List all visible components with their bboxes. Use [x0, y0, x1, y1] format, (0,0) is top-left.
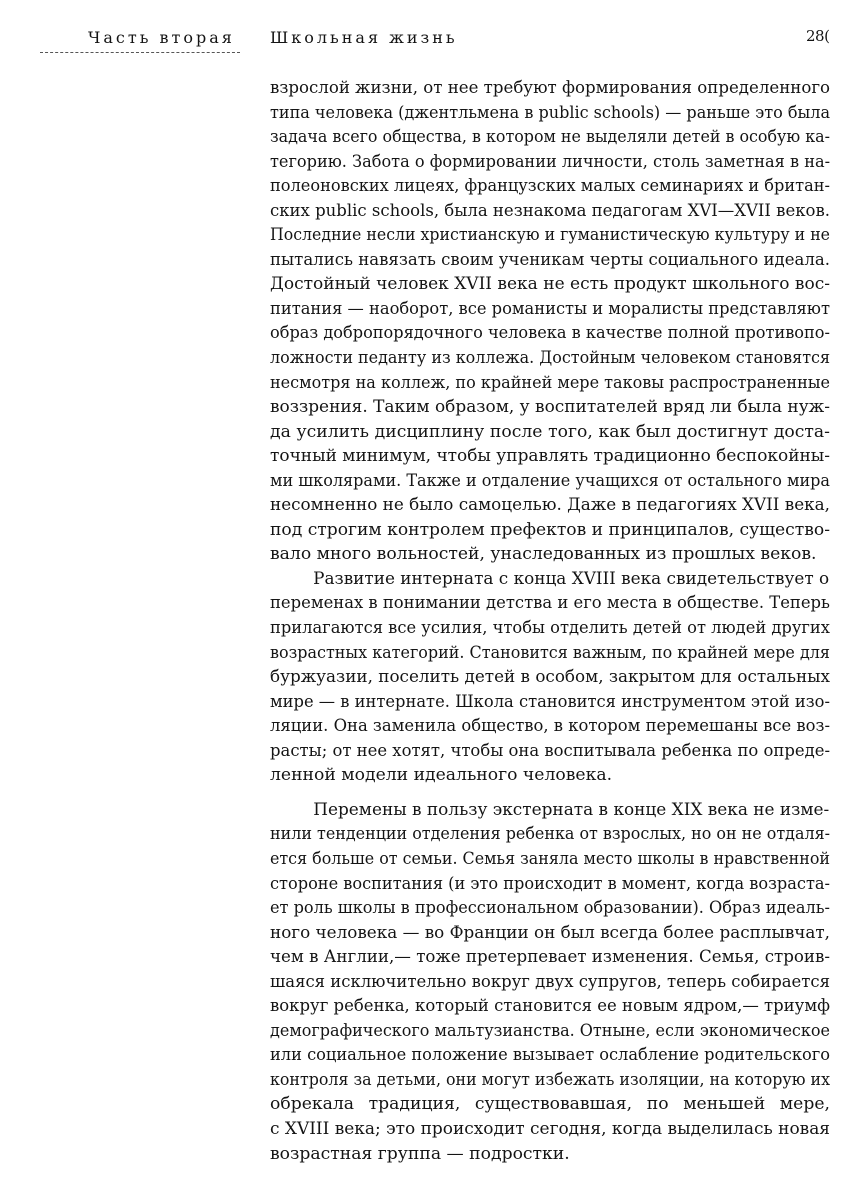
text-line: стороне воспитания (и это происходит в момент, когда возраста- — [270, 873, 830, 894]
text-line: шаяся исключительно вокруг двух супругов, теперь собирается — [270, 971, 830, 992]
text-line: буржуазии, поселить детей в особом, закрытом для остальных — [270, 667, 830, 688]
text-line: образ добропорядочного человека в качестве полной противопо- — [270, 323, 830, 344]
header-rule — [40, 52, 240, 53]
text-line: типа человека (джентльмена в public schools) — раньше это была — [270, 102, 831, 123]
text-line: ного человека — во Франции он был всегда более расплывчат, — [270, 922, 831, 943]
text-line: полеоновских лицеях, французских малых семинариях и британ- — [270, 176, 830, 197]
chapter-title: Школьная жизнь — [270, 28, 458, 47]
page-number: 28( — [806, 27, 830, 45]
text-line: возрастных категорий. Становится важным, по крайней мере для — [270, 642, 830, 663]
text-line: вокруг ребенка, который становится ее новым ядром,— триумф — [270, 996, 831, 1017]
text-line: вало много вольностей, унаследованных из прошлых веков. — [270, 544, 817, 565]
text-line: да усилить дисциплину после того, как был достигнут доста- — [270, 421, 830, 442]
text-line: задача всего общества, в котором не выделяли детей в особую ка- — [270, 127, 831, 148]
text-line: Достойный человек XVII века не есть продукт школьного вос- — [270, 274, 831, 295]
text-line: обрекала традиция, существовавшая, по меньшей мере, — [270, 1094, 830, 1115]
text-line: демографического мальтузианства. Отныне, если экономическое — [270, 1020, 830, 1041]
paragraph — [270, 798, 830, 1166]
text-line: тегорию. Забота о формировании личности, столь заметная в на- — [270, 151, 831, 172]
text-line: ет роль школы в профессиональном образовании). Образ идеаль- — [270, 898, 830, 919]
text-line: с XVIII века; это происходит сегодня, когда выделилась новая — [270, 1118, 831, 1139]
text-line: воззрения. Таким образом, у воспитателей вряд ли была нуж- — [270, 397, 830, 418]
text-line: Развитие интерната с конца XVIII века свидетельствует о — [313, 568, 830, 589]
text-line: мире — в интернате. Школа становится инструментом этой изо- — [270, 691, 831, 712]
text-line: Перемены в пользу экстерната в конце XIX века не изме- — [313, 799, 830, 820]
text-line: под строгим контролем префектов и принципалов, существо- — [270, 519, 830, 540]
text-line: ских public schools, была незнакома педагогам XVI—XVII веков. — [270, 200, 831, 221]
paragraph-gap — [270, 788, 830, 798]
text-line: возрастная группа — подростки. — [270, 1143, 570, 1164]
text-line: пытались навязать своим ученикам черты социального идеала. — [270, 249, 830, 270]
text-line: точный минимум, чтобы управлять традиционно беспокойны- — [270, 446, 831, 467]
text-line: несмотря на коллеж, по крайней мере таковы распространенные — [270, 372, 831, 393]
text-line: или социальное положение вызывает ослабление родительского — [270, 1045, 831, 1066]
text-line: ми школярами. Также и отдаление учащихся от остального мира — [270, 470, 830, 491]
text-line: расты; от нее хотят, чтобы она воспитывала ребенка по опреде- — [270, 740, 831, 761]
text-line: нили тенденции отделения ребенка от взрослых, но он не отдаля- — [270, 824, 830, 845]
text-line: ленной модели идеального человека. — [270, 765, 613, 786]
text-line: Последние несли христианскую и гуманистическую культуру и не — [270, 225, 831, 246]
text-line: несомненно не было самоцелью. Даже в педагогиях XVII века, — [270, 495, 830, 516]
text-line: ется больше от семьи. Семья заняла место школы в нравственной — [270, 848, 830, 869]
paragraph — [270, 76, 830, 567]
text-line: контроля за детьми, они могут избежать изоляции, на которую их — [270, 1069, 831, 1090]
text-line: прилагаются все усилия, чтобы отделить детей от людей других — [270, 618, 830, 639]
body-text — [270, 76, 830, 1166]
text-line: взрослой жизни, от нее требуют формирования определенного — [270, 78, 831, 98]
part-title: Часть вторая — [88, 28, 235, 47]
text-line: ляции. Она заменила общество, в котором перемешаны все воз- — [270, 716, 830, 737]
text-line: чем в Англии,— тоже претерпевает изменения. Семья, строив- — [270, 947, 831, 968]
text-line: питания — наоборот, все романисты и моралисты представляют — [270, 298, 830, 319]
text-line: переменах в понимании детства и его места в обществе. Теперь — [270, 593, 830, 614]
running-header — [0, 22, 860, 62]
paragraph — [270, 567, 830, 788]
text-line: ложности педанту из коллежа. Достойным человеком становятся — [270, 348, 831, 369]
